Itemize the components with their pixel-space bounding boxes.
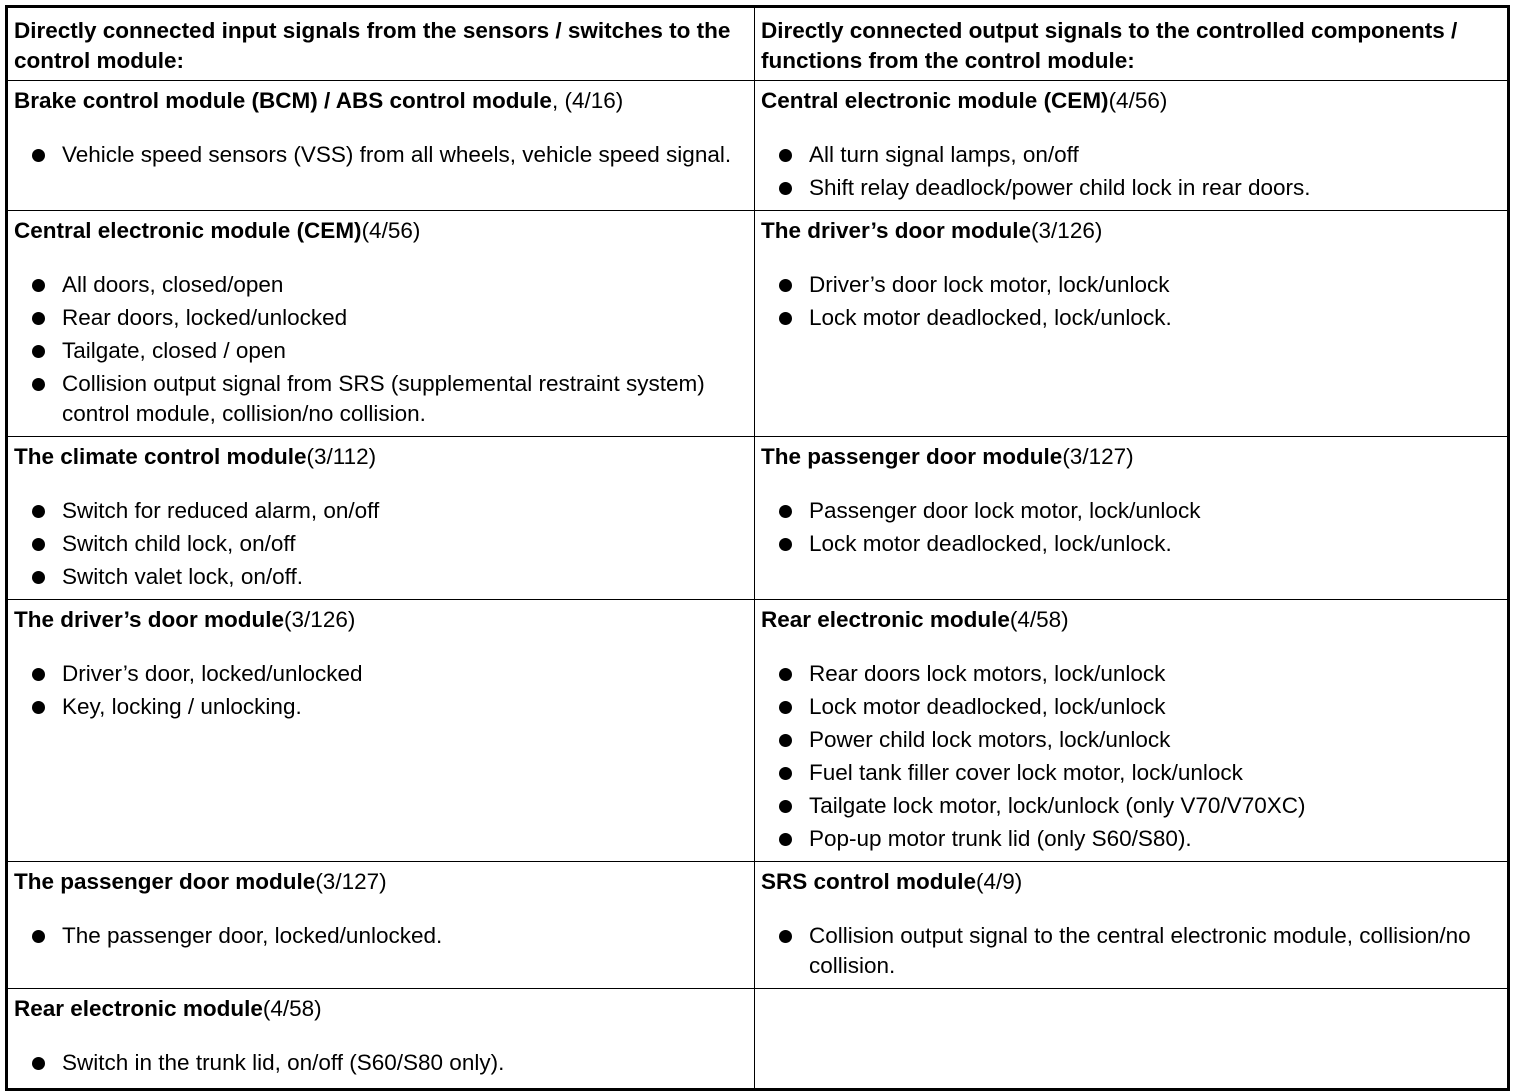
module-name: Brake control module (BCM) / ABS control module [14, 88, 552, 113]
list-item-text: The passenger door, locked/unlocked. [62, 923, 443, 948]
module-name: The climate control module [14, 444, 307, 469]
list-item-text: Switch in the trunk lid, on/off (S60/S80 only). [62, 1050, 505, 1075]
list-item [761, 303, 1501, 333]
list-item-text: All doors, closed/open [62, 272, 284, 297]
bullet-icon [32, 1057, 45, 1070]
module-heading [14, 605, 748, 635]
list-item [14, 140, 748, 170]
bullet-icon [779, 182, 792, 195]
output-signal-cell [755, 81, 1509, 211]
bullet-icon [32, 279, 45, 292]
module-reference: (4/58) [262, 996, 322, 1021]
table-row [7, 600, 1509, 862]
module-name: The passenger door module [14, 869, 316, 894]
list-item [14, 659, 748, 689]
table-row [7, 989, 1509, 1090]
list-item [14, 369, 748, 429]
module-reference: (4/56) [361, 218, 421, 243]
bullet-icon [779, 668, 792, 681]
module-reference: (3/126) [1031, 218, 1103, 243]
module-heading [14, 442, 748, 472]
input-signals-header: Directly connected input signals from the sensors / switches to the control module: [7, 7, 755, 81]
output-signals-header: Directly connected output signals to the controlled components / functions from the control module: [755, 7, 1509, 81]
bullet-icon [779, 149, 792, 162]
list-item [14, 496, 748, 526]
list-item-text: Shift relay deadlock/power child lock in rear doors. [809, 175, 1311, 200]
signal-list [761, 659, 1501, 854]
signals-table [5, 5, 1510, 1091]
output-signal-cell [755, 600, 1509, 862]
list-item [761, 725, 1501, 755]
list-item-text: Driver’s door lock motor, lock/unlock [809, 272, 1170, 297]
module-heading [761, 605, 1501, 635]
bullet-icon [32, 312, 45, 325]
list-item [761, 529, 1501, 559]
list-item-text: Key, locking / unlocking. [62, 694, 302, 719]
bullet-icon [32, 668, 45, 681]
bullet-icon [779, 312, 792, 325]
list-item [14, 921, 748, 951]
bullet-icon [32, 571, 45, 584]
list-item [14, 270, 748, 300]
empty-cell [755, 989, 1509, 1090]
module-heading [14, 216, 748, 246]
list-item-text: All turn signal lamps, on/off [809, 142, 1079, 167]
module-name: The driver’s door module [761, 218, 1032, 243]
input-signal-cell [7, 862, 755, 989]
signal-list [14, 659, 748, 722]
module-name: The passenger door module [761, 444, 1063, 469]
module-name: SRS control module [761, 869, 977, 894]
list-item-text: Switch for reduced alarm, on/off [62, 498, 380, 523]
list-item-text: Collision output signal from SRS (supplemental restraint system) control module, collision/no collision. [62, 371, 705, 426]
bullet-icon [32, 930, 45, 943]
bullet-icon [32, 378, 45, 391]
list-item-text: Vehicle speed sensors (VSS) from all wheels, vehicle speed signal. [62, 142, 732, 167]
table-row [7, 862, 1509, 989]
module-reference: (3/112) [306, 444, 377, 469]
output-signal-cell [755, 437, 1509, 600]
header-row [7, 7, 1509, 81]
list-item [761, 921, 1501, 981]
list-item [761, 824, 1501, 854]
list-item [761, 659, 1501, 689]
list-item-text: Tailgate lock motor, lock/unlock (only V70/V70XC) [809, 793, 1306, 818]
table-row [7, 437, 1509, 600]
list-item-text: Collision output signal to the central electronic module, collision/no collision. [809, 923, 1471, 978]
module-reference: (4/58) [1009, 607, 1069, 632]
list-item-text: Lock motor deadlocked, lock/unlock. [809, 305, 1172, 330]
list-item [761, 692, 1501, 722]
list-item [14, 303, 748, 333]
module-reference: (4/9) [976, 869, 1023, 894]
module-name: The driver’s door module [14, 607, 285, 632]
bullet-icon [32, 505, 45, 518]
list-item-text: Lock motor deadlocked, lock/unlock [809, 694, 1166, 719]
signal-list [761, 496, 1501, 559]
output-signal-cell [755, 211, 1509, 437]
list-item [761, 791, 1501, 821]
list-item-text: Rear doors, locked/unlocked [62, 305, 348, 330]
module-reference: (3/127) [1062, 444, 1134, 469]
list-item [14, 692, 748, 722]
module-name: Rear electronic module [14, 996, 263, 1021]
input-signal-cell [7, 211, 755, 437]
bullet-icon [32, 345, 45, 358]
output-signal-cell [755, 862, 1509, 989]
table-body [7, 81, 1509, 1090]
module-heading [14, 994, 748, 1024]
list-item [14, 562, 748, 592]
input-signal-cell [7, 600, 755, 862]
list-item-text: Switch valet lock, on/off. [62, 564, 303, 589]
signal-list [14, 270, 748, 429]
list-item-text: Pop-up motor trunk lid (only S60/S80). [809, 826, 1192, 851]
module-heading [14, 86, 748, 116]
module-reference: (3/126) [284, 607, 356, 632]
bullet-icon [779, 833, 792, 846]
list-item-text: Driver’s door, locked/unlocked [62, 661, 363, 686]
bullet-icon [779, 538, 792, 551]
list-item [14, 336, 748, 366]
bullet-icon [779, 767, 792, 780]
bullet-icon [779, 701, 792, 714]
list-item [761, 140, 1501, 170]
module-heading [761, 216, 1501, 246]
input-signal-cell [7, 81, 755, 211]
input-signal-cell [7, 437, 755, 600]
signal-list [14, 1048, 748, 1078]
list-item [761, 496, 1501, 526]
signal-list [761, 921, 1501, 981]
table-row [7, 211, 1509, 437]
module-name: Central electronic module (CEM) [14, 218, 362, 243]
bullet-icon [32, 149, 45, 162]
bullet-icon [779, 930, 792, 943]
module-heading [761, 86, 1501, 116]
list-item-text: Lock motor deadlocked, lock/unlock. [809, 531, 1172, 556]
list-item-text: Switch child lock, on/off [62, 531, 296, 556]
bullet-icon [779, 734, 792, 747]
bullet-icon [779, 279, 792, 292]
signal-list [761, 140, 1501, 203]
module-heading [14, 867, 748, 897]
list-item-text: Tailgate, closed / open [62, 338, 286, 363]
list-item-text: Power child lock motors, lock/unlock [809, 727, 1171, 752]
module-heading [761, 442, 1501, 472]
signal-list [761, 270, 1501, 333]
module-reference: , (4/16) [551, 88, 624, 113]
module-reference: (4/56) [1108, 88, 1168, 113]
module-name: Central electronic module (CEM) [761, 88, 1109, 113]
list-item [761, 173, 1501, 203]
bullet-icon [32, 701, 45, 714]
signal-list [14, 496, 748, 592]
list-item-text: Fuel tank filler cover lock motor, lock/unlock [809, 760, 1243, 785]
list-item [14, 1048, 748, 1078]
list-item [761, 758, 1501, 788]
module-name: Rear electronic module [761, 607, 1010, 632]
list-item [761, 270, 1501, 300]
signal-list [14, 921, 748, 951]
list-item [14, 529, 748, 559]
list-item-text: Passenger door lock motor, lock/unlock [809, 498, 1201, 523]
signal-list [14, 140, 748, 170]
input-signal-cell [7, 989, 755, 1090]
module-heading [761, 867, 1501, 897]
module-reference: (3/127) [315, 869, 387, 894]
bullet-icon [32, 538, 45, 551]
bullet-icon [779, 800, 792, 813]
table-row [7, 81, 1509, 211]
list-item-text: Rear doors lock motors, lock/unlock [809, 661, 1166, 686]
bullet-icon [779, 505, 792, 518]
